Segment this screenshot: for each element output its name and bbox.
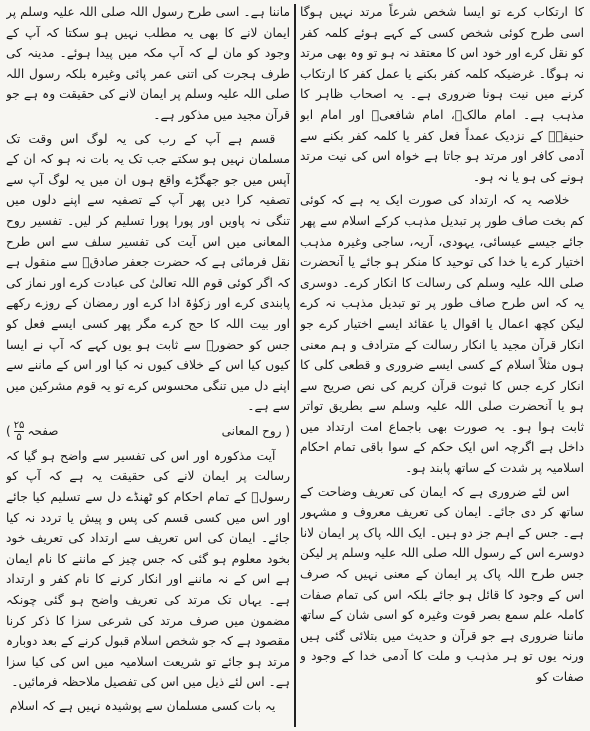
paragraph-apostasy-summary: خلاصہ یہ کہ ارتداد کی صورت ایک یہ ہے کہ کوئی کم بخت صاف طور پر تبدیل مذہب کرکے اسلام سے پھر جائے جیسے عیسائی، یہودی، آریہ، ساجی وغیرہ مذہب اختیار کرے یا خدا کی توحید کا منکر ہو جائے یا آنحضرت صلی اللہ علیہ وسلم کی رسالت کا انکار کرے۔ دوسری یہ کہ اس طرح صاف طور پر تو تبدیل مذہب نہ کرے لیکن کچھ اعمال یا اقوال یا عقائد ایسے اختیار کرے جو انکار قرآن مجید یا انکار رسالت کے مترادف و ہم معنی ہوں مثلاً اسلام کے کسی ایسے ضروری و قطعی کلی کا انکار کرے جس کا ثبوت قرآن کریم کی نص صریح سے ہو یا آنحضرت صلی اللہ علیہ وسلم سے بطریق تواتر ثابت ہوا ہو۔ یہ صورت بھی باجماع امت ارتداد میں داخل ہے اگرچہ اس ایک حکم کے سوا باقی تمام احکام اسلامیہ پر شدت کے ساتھ پابند ہو۔ (300, 193, 584, 476)
reference-page-label: صفحہ (27, 424, 59, 439)
paragraph-apostasy-intent: کا ارتکاب کرے تو ایسا شخص شرعاً مرتد نہیں ہوگا اسی طرح کوئی شخص کسی کے کہے ہوئے کلمہ کفر کو نقل کرے اور خود اس کا معتقد نہ ہو تو وہ بھی مرتد نہ ہوگا۔ غرضیکہ کلمہ کفر بکنے یا عمل کفر کا ارتکاب کرنے میں نیت ہونا ضروری ہے۔ یہ اصحاب ظاہر کا مذہب ہے۔ امام مالکؒ، امام شافعیؒ اور امام ابو حنیفہؒ کے نزدیک عمداً فعل کفر یا کلمہ کفر بکنے سے آدمی کافر اور مرتد ہو جاتا ہے خواہ اس کی نیت مرتد ہونے کی ہو یا نہ ہو۔ (300, 5, 584, 184)
paragraph-quran-quote: قسم ہے آپ کے رب کی یہ لوگ اس وقت تک مسلمان نہیں ہو سکتے جب تک یہ بات نہ ہو کہ ان کے آپس میں جو جھگڑے واقع ہوں ان میں یہ لوگ آپ سے تصفیہ کرا دیں پھر آپ کے تصفیہ سے اپنے دلوں میں تنگی نہ پاویں اور پورا پورا تسلیم کر لیں۔ تفسیر روح المعانی میں اس آیت کی تفسیر سلف سے اس طرح نقل فرمائی ہے کہ حضرت جعفر صادقؒ سے منقول ہے کہ اگر کوئی قوم اللہ تعالیٰ کی عبادت کرے اور نماز کی پابندی کرے اور زکوٰۃ ادا کرے اور رمضان کے روزے رکھے اور بیت اللہ کا حج کرے مگر پھر کسی ایسے فعل کو جس کو حضورؐ سے ثابت ہو یوں کہے کہ آپ نے ایسا کیوں کیا اس کے خلاف کیوں نہ کیا اور اس کے ماننے سے اپنے دل میں تنگی محسوس کرے تو یہ قوم مشرکین میں سے ہے۔ (6, 131, 290, 414)
paragraph-prophet-belief: ماننا ہے۔ اسی طرح رسول اللہ صلی اللہ علیہ وسلم پر ایمان لانے کا بھی یہ مطلب نہیں ہو سکتا کہ آپ کے وجود کو مان لے کہ آپ مکہ میں پیدا ہوئے۔ مدینہ کی طرف ہجرت کی اتنی عمر پائی وغیرہ بلکہ رسول اللہ صلی اللہ علیہ وسلم پر ایمان لانے کی حقیقت وہ ہے جو قرآن مجید میں مذکور ہے۔ (6, 5, 290, 122)
reference-title: ( روح المعانی (221, 424, 290, 439)
reference-page (6, 420, 58, 443)
reference-citation (6, 420, 290, 443)
right-text-column (300, 2, 584, 729)
column-divider (294, 4, 296, 727)
left-text-column (6, 2, 290, 729)
paragraph-risalat-explanation: آیت مذکورہ اور اس کی تفسیر سے واضح ہو گیا کہ رسالت پر ایمان لانے کی حقیقت یہ ہے کہ آپ کو رسولؐ کے تمام احکام کو ٹھنڈے دل سے تسلیم کیا جائے اور اس میں کسی قسم کی پس و پیش یا تردد نہ کیا جائے۔ ایمان کی اس تعریف سے ارتداد کی تعریف خود بخود معلوم ہو گئی کہ جس چیز کے ماننے کا نام ایمان ہے اس کے نہ ماننے اور انکار کرنے کا نام کفر و ارتداد ہے۔ یہاں تک مرتد کی تعریف واضح ہو گئی چونکہ مضمون میں صرف مرتد کی شرعی سزا کا ذکر کرنا مقصود ہے کہ جو شخص اسلام قبول کرنے کے بعد دوبارہ مرتد ہو جائے تو شریعت اسلامیہ میں اس کی کیا سزا ہے۔ اس لئے ذیل میں اس کی تفصیل ملاحظہ فرمائیں۔ (6, 448, 290, 690)
paragraph-iman-definition: اس لئے ضروری ہے کہ ایمان کی تعریف وضاحت کے ساتھ کر دی جائے۔ ایمان کی تعریف معروف و مشہور ہے۔ جس کے اہم جز دو ہیں۔ ایک اللہ پاک پر ایمان لانا دوسرے اس کے رسول اللہ صلی اللہ علیہ وسلم پر لیکن جس طرح اللہ پاک پر ایمان کے معنی نہیں کہ صرف اس کے وجود کا قائل ہو جائے بلکہ اس کی تمام صفات کاملہ علم سمع بصر قوت وغیرہ کو اسی شان کے ساتھ ماننا ضروری ہے جو قرآن و حدیث میں بتلائی گئی ہیں ورنہ یوں تو ہر مذہب و ملت کا آدمی خدا کے وجود و صفات کو (300, 484, 584, 684)
paragraph-closing-line: یہ بات کسی مسلمان سے پوشیدہ نہیں ہے کہ اسلام (9, 699, 276, 713)
reference-page-fraction: ۲۵ ۵ (13, 419, 25, 443)
reference-close: ) (6, 424, 11, 439)
